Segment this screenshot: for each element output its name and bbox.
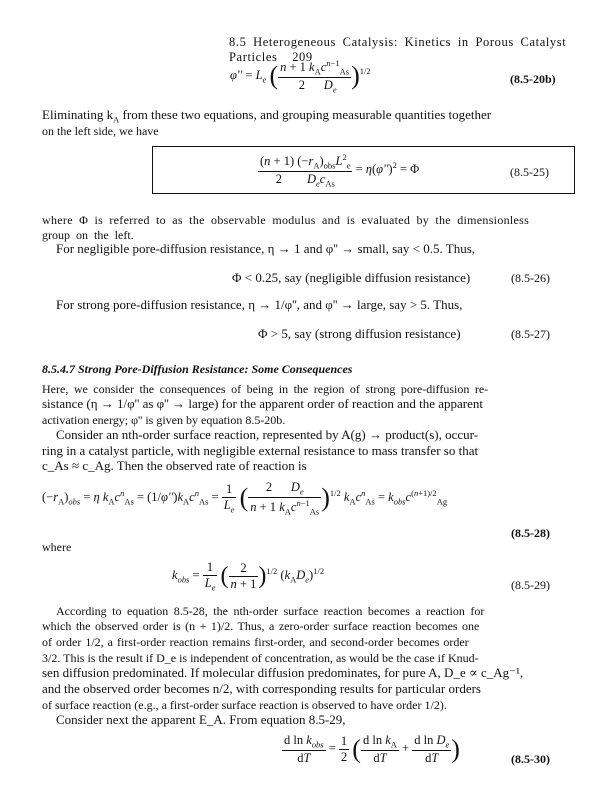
equation-20b-number: (8.5-20b) — [510, 72, 556, 86]
paragraph-ring: ring in a catalyst particle, with negligible external resistance to mass transfer so that — [42, 443, 479, 458]
equation-25-body: $\frac{(n + 1) (-r_A)_{obs}L^2_e}{2 D_ec_{As}}$ = $\eta(\varphi'')^2 = \Phi$ — [260, 152, 420, 189]
paragraph-group-left: group on the left. — [42, 228, 134, 242]
paragraph-nth-order: Consider an nth-order surface reaction, represented by A(g) → product(s), occur- — [56, 427, 479, 442]
equation-28-body: $(-r_A)_{obs} = \eta$ $k_Ac^n_{As} = (1/\varphi'')k_Ac^n_{As}$ = $\frac{1}{L_e}$ ( $\frac{2 D_e}{n + 1 k_Ac^{n-1}_{As}}$ )$^{1/2}$ $k_Ac^n_{As} = k_{obs}c^{(n+1)/2}_{Ag}$ — [42, 480, 448, 517]
paragraph-here: Here, we consider the consequences of being in the region of strong pore-diffusion re- — [42, 382, 489, 396]
paragraph-activation: activation energy; φ'' is given by equation 8.5-20b. — [42, 413, 286, 427]
equation-27-body: Φ > 5, say (strong diffusion resistance) — [258, 326, 461, 341]
equation-29-number: (8.5-29) — [511, 578, 550, 592]
paragraph-molecular: sen diffusion predominated. If molecular diffusion predominates, for pure A, D_e ∝ c_Ag⁻¹, — [42, 665, 524, 680]
equation-26-body: Φ < 0.25, say (negligible diffusion resistance) — [232, 270, 471, 285]
paragraph-knudsen: 3/2. This is the result if D_e is independent of concentration, as would be the case if Knud- — [42, 651, 479, 665]
section-heading: 8.5.4.7 Strong Pore-Diffusion Resistance: Some Consequences — [42, 362, 353, 376]
paragraph-strong: For strong pore-diffusion resistance, η → 1/φ'', and φ'' → large, say > 5. Thus, — [56, 297, 463, 312]
paragraph-eliminating-cont: on the left side, we have — [42, 124, 159, 138]
paragraph-order-half: of order 1/2, a first-order reaction remains first-order, and second-order becomes order — [42, 635, 469, 649]
equation-28-number: (8.5-28) — [511, 526, 550, 540]
equation-20b-body: $\varphi'' = L_e$ ( $\frac{n + 1 k_Ac^{n-1}_{As}}{2 D_e}$ )$^{1/2}$ — [230, 58, 371, 95]
paragraph-eg: of surface reaction (e.g., a first-order surface reaction is observed to have order 1/2). — [42, 698, 447, 712]
paragraph-observable-modulus: where Φ is referred to as the observable modulus and is evaluated by the dimensionless — [42, 213, 530, 227]
paragraph-observed-order: which the observed order is (n + 1)/2. Thus, a zero-order surface reaction becomes one — [42, 619, 480, 633]
equation-25-number: (8.5-25) — [510, 165, 549, 179]
paragraph-n-half: and the observed order becomes n/2, with corresponding results for particular orders — [42, 681, 481, 696]
header-section: 8.5 Heterogeneous Catalysis: Kinetics in Porous Catalyst Particles — [229, 35, 567, 64]
equation-26-number: (8.5-26) — [511, 271, 550, 285]
page-number: 209 — [292, 50, 313, 64]
equation-29-body: $k_{obs}$ = $\frac{1}{L_e}$ ( $\frac{2}{n + 1}$ )$^{1/2}$ $(k_AD_e)^{1/2}$ — [172, 560, 325, 593]
paragraph-sistance: sistance (η → 1/φ'' as φ'' → large) for the apparent order of reaction and the apparent — [42, 396, 483, 411]
paragraph-apparent-ea: Consider next the apparent E_A. From equation 8.5-29, — [56, 712, 346, 727]
equation-30-body: $\frac{d \ln k_{obs}}{dT}$ = $\frac{1}{2}$ ( $\frac{d \ln k_A}{dT}$ + $\frac{d \ln D_e}{dT}$ ) — [284, 733, 460, 765]
paragraph-eliminating: Eliminating $k_A$ from these two equations, and grouping measurable quantities together — [42, 107, 492, 125]
equation-27-number: (8.5-27) — [511, 327, 550, 341]
paragraph-observed-rate: c_As ≈ c_Ag. Then the observed rate of reaction is — [42, 458, 307, 473]
equation-30-number: (8.5-30) — [511, 752, 550, 766]
where-label: where — [42, 540, 72, 554]
paragraph-according: According to equation 8.5-28, the nth-order surface reaction becomes a reaction for — [56, 604, 485, 618]
paragraph-negligible: For negligible pore-diffusion resistance, η → 1 and φ'' → small, say < 0.5. Thus, — [56, 241, 476, 256]
